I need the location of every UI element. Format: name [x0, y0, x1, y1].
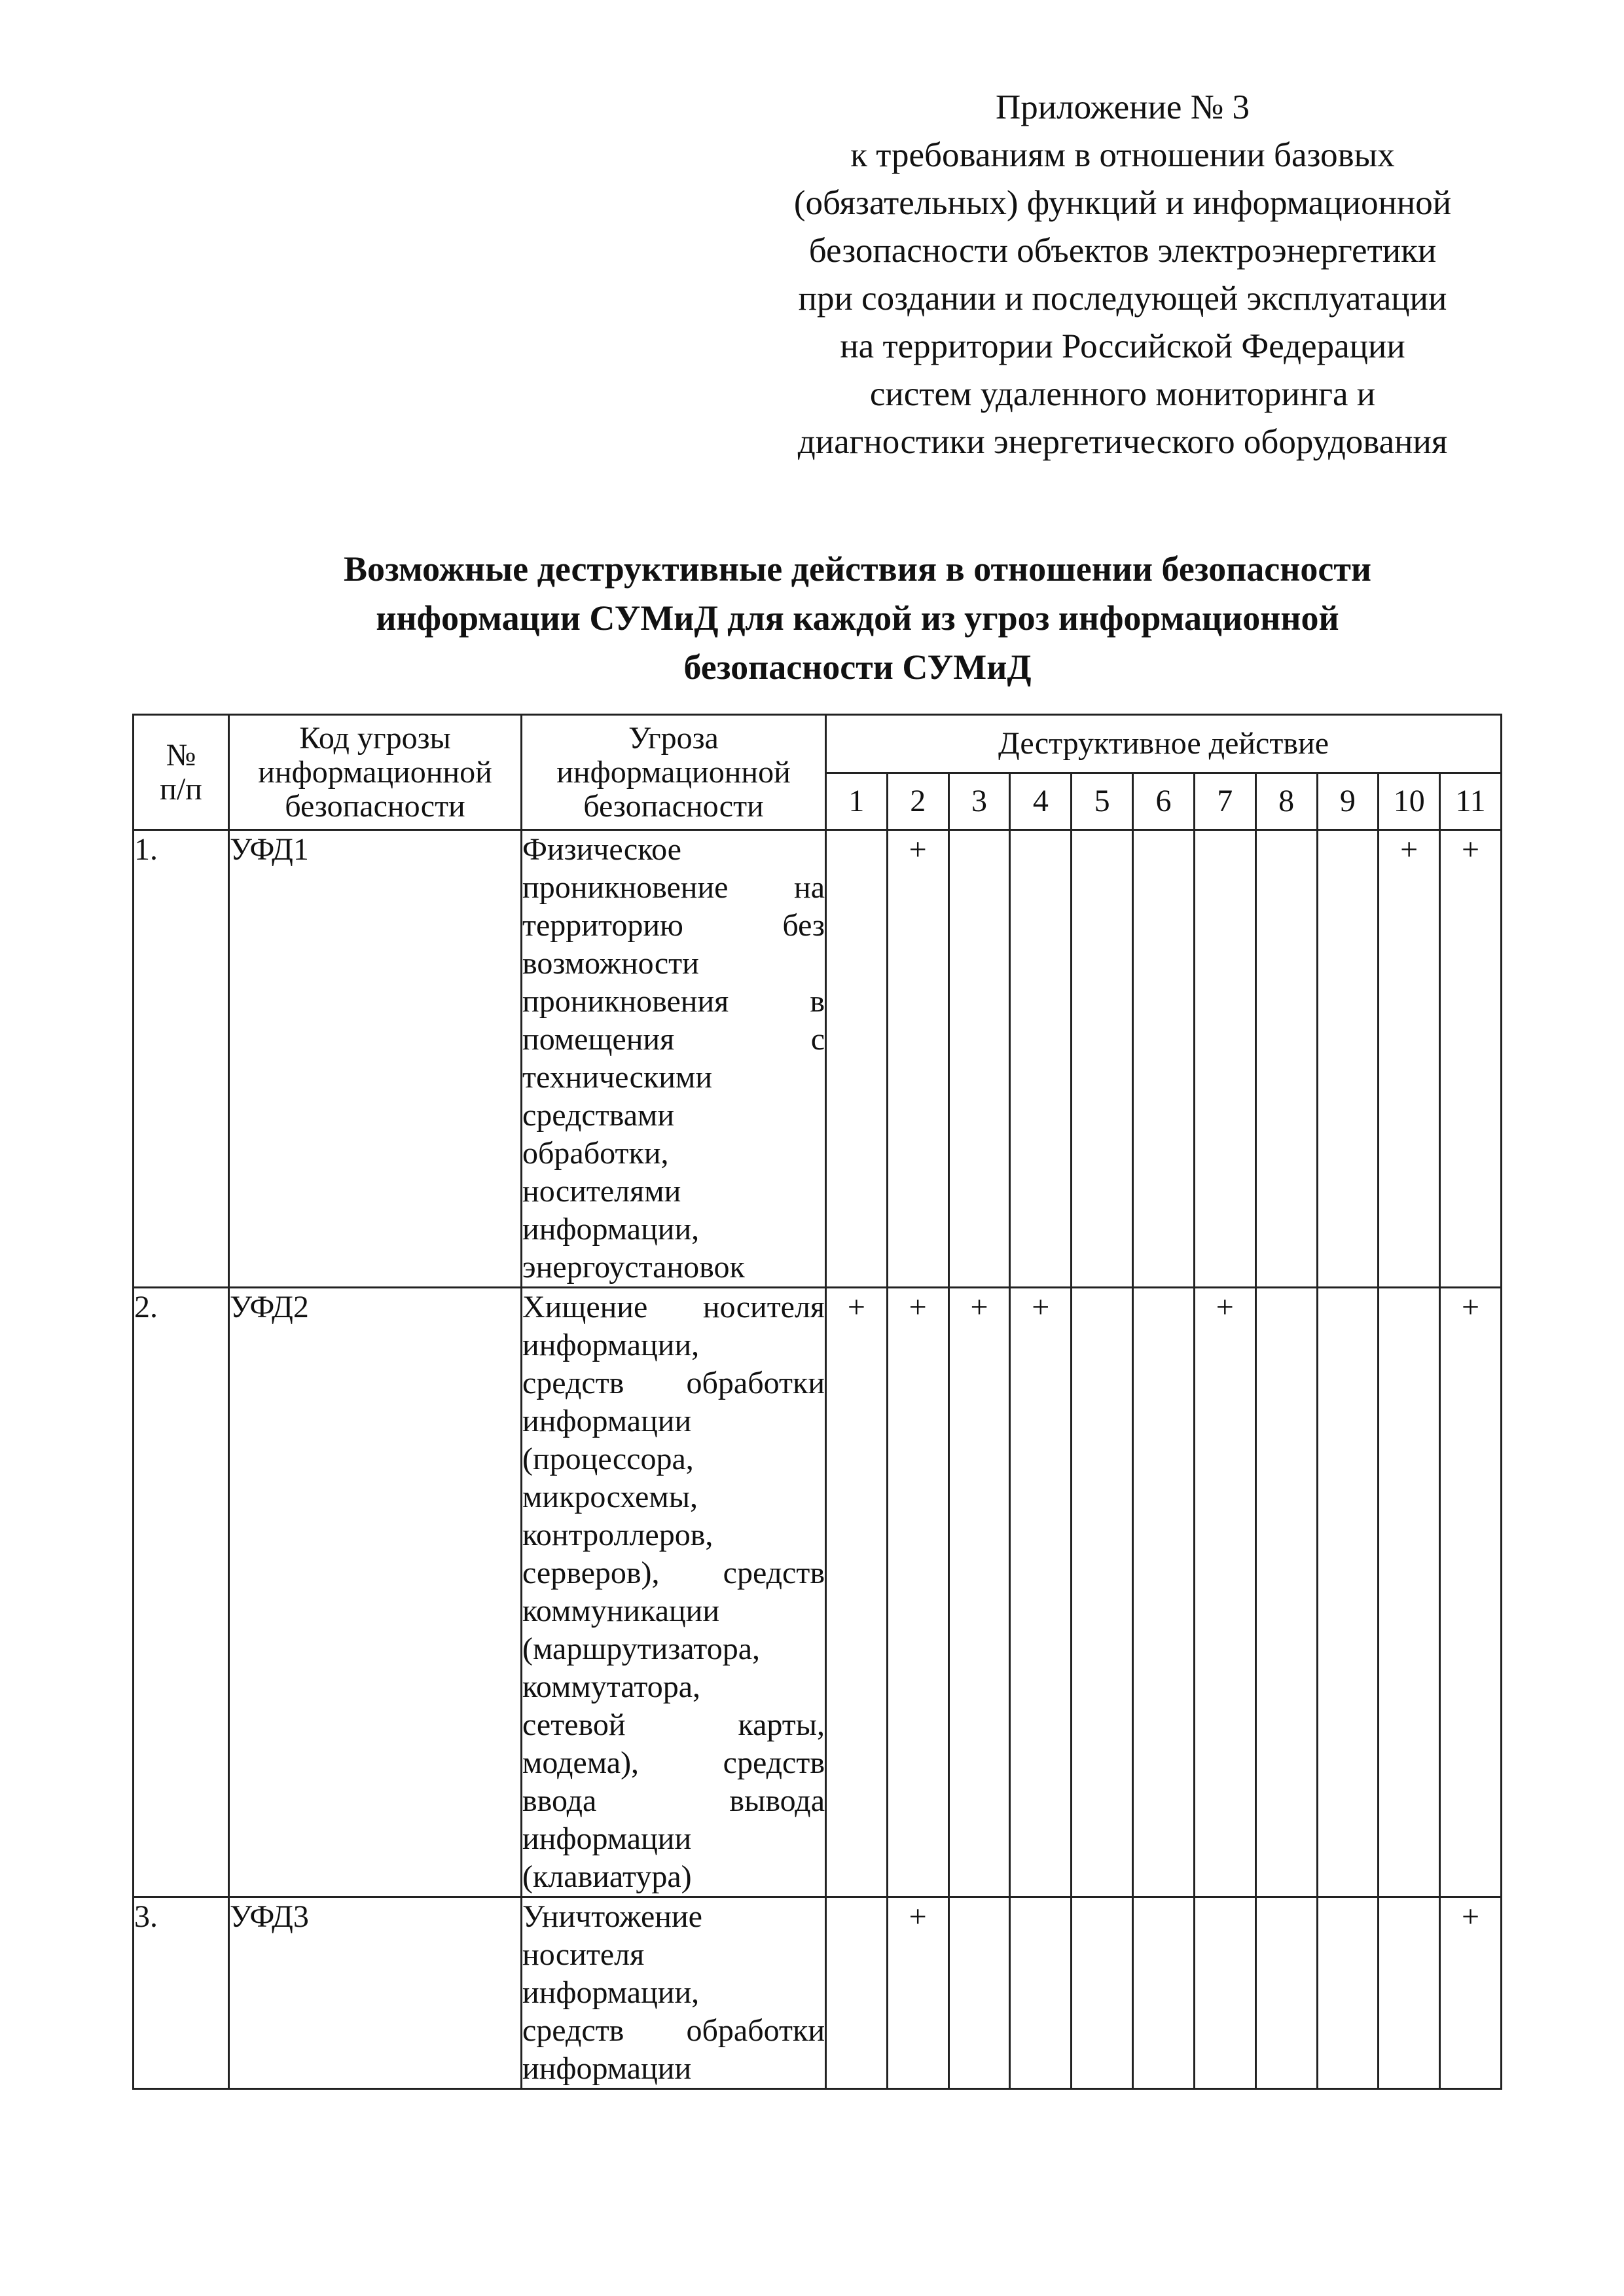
threat-description-line: информации,: [522, 1212, 700, 1247]
appendix-line: при создании и последующей эксплуатации: [798, 280, 1447, 318]
threat-code: УФД3: [229, 1897, 522, 2089]
header-action-number: 6: [1133, 773, 1195, 830]
threat-description-line: обработки,: [522, 1136, 669, 1171]
action-mark-cell: [1317, 830, 1379, 1288]
header-threat: Угроза информационной безопасности: [522, 715, 826, 830]
action-mark-cell: [948, 1897, 1010, 2089]
row-number: 2.: [134, 1288, 229, 1897]
threat-description-line: информации: [522, 1821, 692, 1856]
header-action-number: 7: [1194, 773, 1255, 830]
appendix-line: Приложение № 3: [995, 88, 1250, 126]
action-mark-cell: +: [1440, 1288, 1502, 1897]
threat-description-line: техническими: [522, 1060, 713, 1095]
action-mark-cell: +: [826, 1288, 888, 1897]
threats-table: [132, 714, 1502, 2090]
header-action-number: 11: [1440, 773, 1502, 830]
appendix-line: (обязательных) функций и информационной: [793, 184, 1452, 222]
action-mark-cell: [1133, 1897, 1195, 2089]
threat-description-line: средств обработки: [522, 2013, 825, 2048]
action-mark-cell: [1133, 1288, 1195, 1897]
table-row: [134, 1897, 1502, 2089]
header-destructive-action: Деструктивное действие: [826, 715, 1502, 773]
threat-description-line: информации,: [522, 1975, 700, 2010]
action-mark-cell: [1010, 830, 1072, 1288]
threat-description-line: (маршрутизатора,: [522, 1631, 760, 1666]
action-mark-cell: [1072, 1288, 1133, 1897]
action-mark-cell: +: [887, 1288, 948, 1897]
action-mark-cell: [1255, 1897, 1317, 2089]
threat-description-line: территорию без: [522, 908, 825, 943]
action-mark-cell: [1255, 830, 1317, 1288]
document-title: [216, 545, 1499, 692]
appendix-line: диагностики энергетического оборудования: [797, 423, 1448, 461]
table-body: [134, 830, 1502, 2089]
row-number: 3.: [134, 1897, 229, 2089]
action-mark-cell: [1072, 830, 1133, 1288]
threat-description-line: возможности: [522, 946, 699, 981]
threat-description-line: (процессора,: [522, 1442, 694, 1476]
header-action-number: 8: [1255, 773, 1317, 830]
threat-description-line: средствами: [522, 1098, 675, 1133]
action-mark-cell: [1010, 1897, 1072, 2089]
appendix-line: безопасности объектов электроэнергетики: [808, 232, 1437, 270]
action-mark-cell: [948, 830, 1010, 1288]
action-mark-cell: [1194, 1897, 1255, 2089]
action-mark-cell: [1133, 830, 1195, 1288]
action-mark-cell: +: [1440, 1897, 1502, 2089]
threat-description-line: (клавиатура): [522, 1859, 692, 1894]
action-mark-cell: [1072, 1897, 1133, 2089]
threat-description-line: информации: [522, 1404, 692, 1438]
action-mark-cell: [1317, 1897, 1379, 2089]
table-row: [134, 1288, 1502, 1897]
row-number: 1.: [134, 830, 229, 1288]
appendix-heading: [733, 84, 1512, 466]
threat-code: УФД1: [229, 830, 522, 1288]
header-action-number: 2: [887, 773, 948, 830]
action-mark-cell: [826, 830, 888, 1288]
action-mark-cell: [826, 1897, 888, 2089]
action-mark-cell: [1255, 1288, 1317, 1897]
threat-description-line: Уничтожение: [522, 1899, 702, 1934]
header-action-number: 10: [1379, 773, 1440, 830]
title-line: информации СУМиД для каждой из угроз информационной: [376, 598, 1339, 638]
title-line: безопасности СУМиД: [683, 647, 1032, 687]
threat-description-line: проникновения в: [522, 984, 825, 1019]
threat-description-line: контроллеров,: [522, 1518, 713, 1552]
threat-description-line: коммуникации: [522, 1594, 720, 1628]
threat-description: [522, 830, 826, 1288]
threat-description-line: Хищение носителя: [522, 1290, 825, 1324]
header-action-number: 4: [1010, 773, 1072, 830]
appendix-line: систем удаленного мониторинга и: [869, 375, 1376, 413]
threat-description-line: энергоустановок: [522, 1250, 745, 1285]
threat-description-line: информации,: [522, 1328, 700, 1362]
threat-description-line: модема), средств: [522, 1745, 825, 1780]
threat-code: УФД2: [229, 1288, 522, 1897]
action-mark-cell: +: [948, 1288, 1010, 1897]
threat-description-line: Физическое: [522, 832, 681, 867]
action-mark-cell: [1317, 1288, 1379, 1897]
threat-description-line: средств обработки: [522, 1366, 825, 1400]
action-mark-cell: +: [887, 1897, 948, 2089]
header-action-number: 1: [826, 773, 888, 830]
action-mark-cell: +: [1194, 1288, 1255, 1897]
action-mark-cell: [1194, 830, 1255, 1288]
threat-description-line: ввода вывода: [522, 1783, 825, 1818]
threat-description-line: сетевой карты,: [522, 1707, 825, 1742]
threat-description-line: проникновение на: [522, 870, 825, 905]
appendix-line: на территории Российской Федерации: [840, 327, 1405, 365]
title-line: Возможные деструктивные действия в отношении безопасности: [344, 549, 1371, 589]
action-mark-cell: +: [1379, 830, 1440, 1288]
threat-description-line: коммутатора,: [522, 1669, 700, 1704]
threat-description-line: серверов), средств: [522, 1556, 825, 1590]
action-mark-cell: [1379, 1288, 1440, 1897]
appendix-line: к требованиям в отношении базовых: [850, 136, 1395, 174]
header-action-number: 3: [948, 773, 1010, 830]
table-header-row: [134, 715, 1502, 773]
header-threat-code: Код угрозы информационной безопасности: [229, 715, 522, 830]
threat-description: [522, 1897, 826, 2089]
header-action-number: 5: [1072, 773, 1133, 830]
threat-description-line: носителями: [522, 1174, 681, 1209]
threat-description-line: помещения с: [522, 1022, 825, 1057]
threat-description-line: микросхемы,: [522, 1480, 698, 1514]
threat-description-line: носителя: [522, 1937, 645, 1972]
action-mark-cell: +: [887, 830, 948, 1288]
action-mark-cell: +: [1010, 1288, 1072, 1897]
action-mark-cell: [1379, 1897, 1440, 2089]
header-action-number: 9: [1317, 773, 1379, 830]
threat-description-line: информации: [522, 2051, 692, 2086]
action-mark-cell: +: [1440, 830, 1502, 1288]
table-row: [134, 830, 1502, 1288]
header-num: № п/п: [134, 715, 229, 830]
threat-description: [522, 1288, 826, 1897]
